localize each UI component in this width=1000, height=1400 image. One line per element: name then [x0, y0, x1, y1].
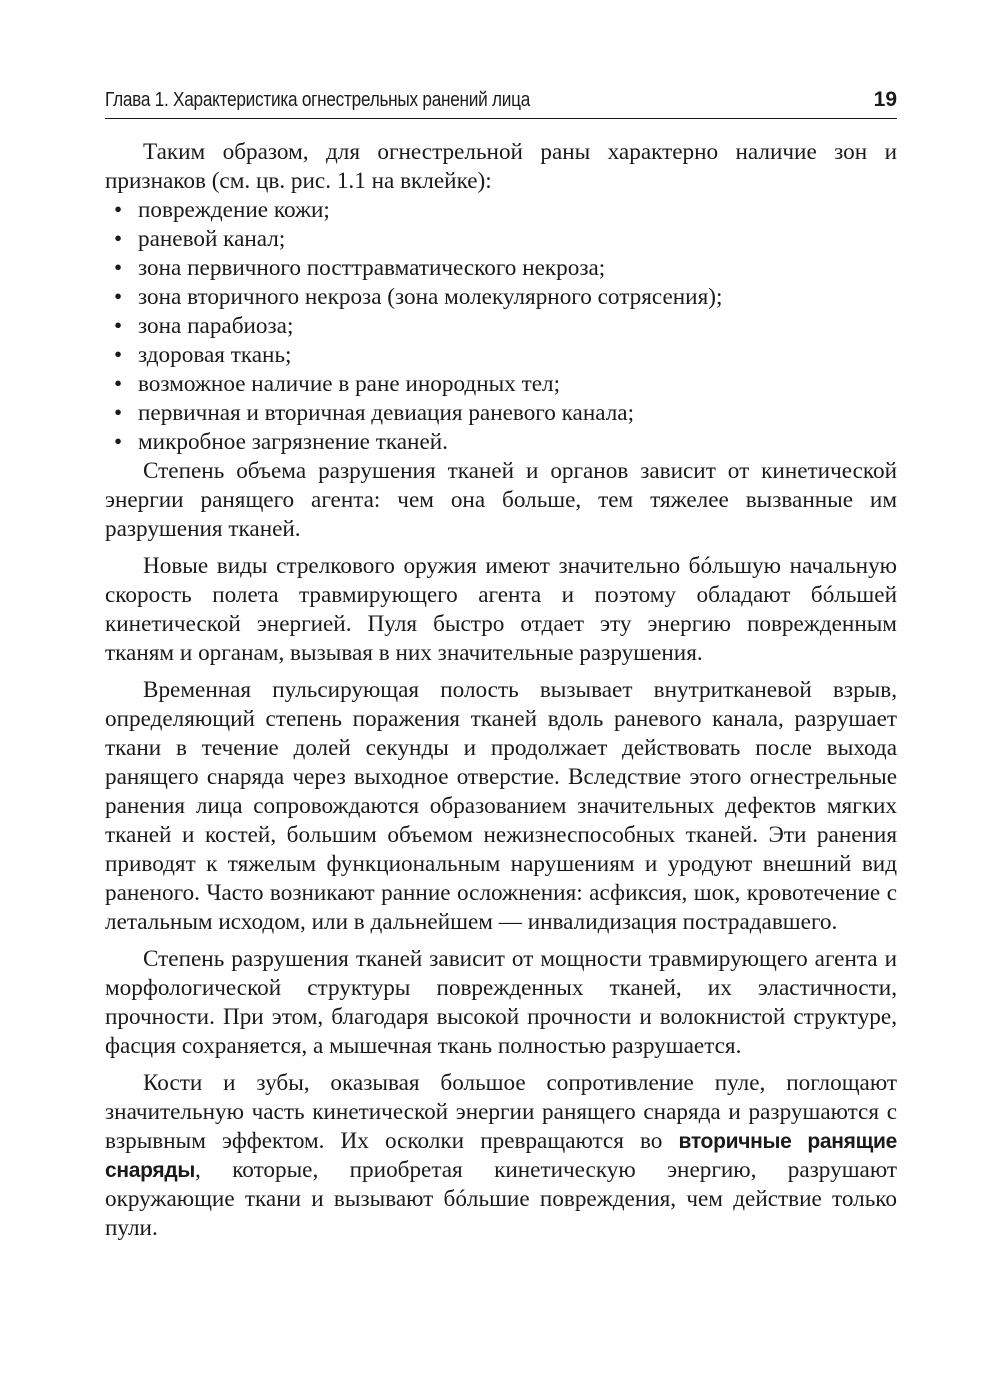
- list-item: • зона вторичного некроза (зона молекулярного сотрясения);: [114, 284, 723, 310]
- bullet-icon: •: [114, 371, 123, 397]
- bullet-icon: •: [114, 255, 123, 281]
- paragraph-weapons: Новые виды стрелкового оружия имеют значительно бóльшую начальную скорость полета травмирующего агента и поэтому обладают бóльшей кинетической энергией. Пуля быстро отдает эту энергию поврежденным тканям и органам, вызывая в них значительные разрушения.: [105, 553, 897, 666]
- list-item: • повреждение кожи;: [114, 197, 330, 223]
- running-header: [105, 86, 897, 119]
- list-item: • раневой канал;: [114, 226, 286, 252]
- bullet-icon: •: [114, 284, 123, 310]
- list-item: • возможное наличие в ране инородных тел;: [114, 371, 561, 397]
- bullet-icon: •: [114, 429, 123, 455]
- page-number: 19: [873, 88, 897, 111]
- list-item: • зона парабиоза;: [114, 313, 294, 339]
- chapter-title: Глава 1. Характеристика огнестрельных ранений лица: [105, 89, 531, 111]
- list-item: • зона первичного посттравматического некроза;: [114, 255, 606, 281]
- list-item: • микробное загрязнение тканей.: [114, 429, 448, 455]
- page-body: [105, 138, 897, 1251]
- bullet-icon: •: [114, 400, 123, 426]
- bullet-icon: •: [114, 226, 123, 252]
- bullet-icon: •: [114, 313, 123, 339]
- paragraph-energy: Степень объема разрушения тканей и органов зависит от кинетической энергии ранящего агента: чем она больше, тем тяжелее вызванные им разрушения тканей.: [105, 458, 897, 542]
- list-item: • здоровая ткань;: [114, 342, 292, 368]
- bullet-icon: •: [114, 342, 123, 368]
- intro-paragraph: Таким образом, для огнестрельной раны характерно наличие зон и признаков (см. цв. рис. 1.1 на вклейке):: [105, 139, 897, 194]
- paragraph-tissue-damage: Степень разрушения тканей зависит от мощности травмирующего агента и морфологической структуры поврежденных тканей, их эластичности, прочности. При этом, благодаря высокой прочности и волокнистой структуре, фасция сохраняется, а мышечная ткань полностью разрушается.: [105, 946, 897, 1059]
- paragraph-cavity: Временная пульсирующая полость вызывает внутритканевой взрыв, определяющий степень поражения тканей вдоль раневого канала, разрушает ткани в течение долей секунды и продолжает действовать после выхода ранящего снаряда через выходное отверстие. Вследствие этого огнестрельные ранения лица сопровождаются образованием значительных дефектов мягких тканей и костей, большим объемом нежизнеспособных тканей. Эти ранения приводят к тяжелым функциональным нарушениям и уродуют внешний вид раненого. Часто возникают ранние осложнения: асфиксия, шок, кровотечение с летальным исходом, или в дальнейшем — инвалидизация пострадавшего.: [105, 677, 897, 935]
- list-item: • первичная и вторичная девиация раневого канала;: [114, 400, 635, 426]
- bullet-icon: •: [114, 197, 123, 223]
- paragraph-bones: Кости и зубы, оказывая большое сопротивление пуле, поглощают значительную часть кинетической энергии ранящего снаряда и разрушаются с взрывным эффектом. Их осколки превращаются во вторичные ранящие снаряды, которые, приобретая кинетическую энергию, разрушают окружающие ткани и вызывают бóльшие повреждения, чем действие только пули.: [105, 1070, 898, 1241]
- zones-list: [105, 196, 897, 457]
- bold-term: вторичные ранящие снаряды: [105, 1130, 898, 1182]
